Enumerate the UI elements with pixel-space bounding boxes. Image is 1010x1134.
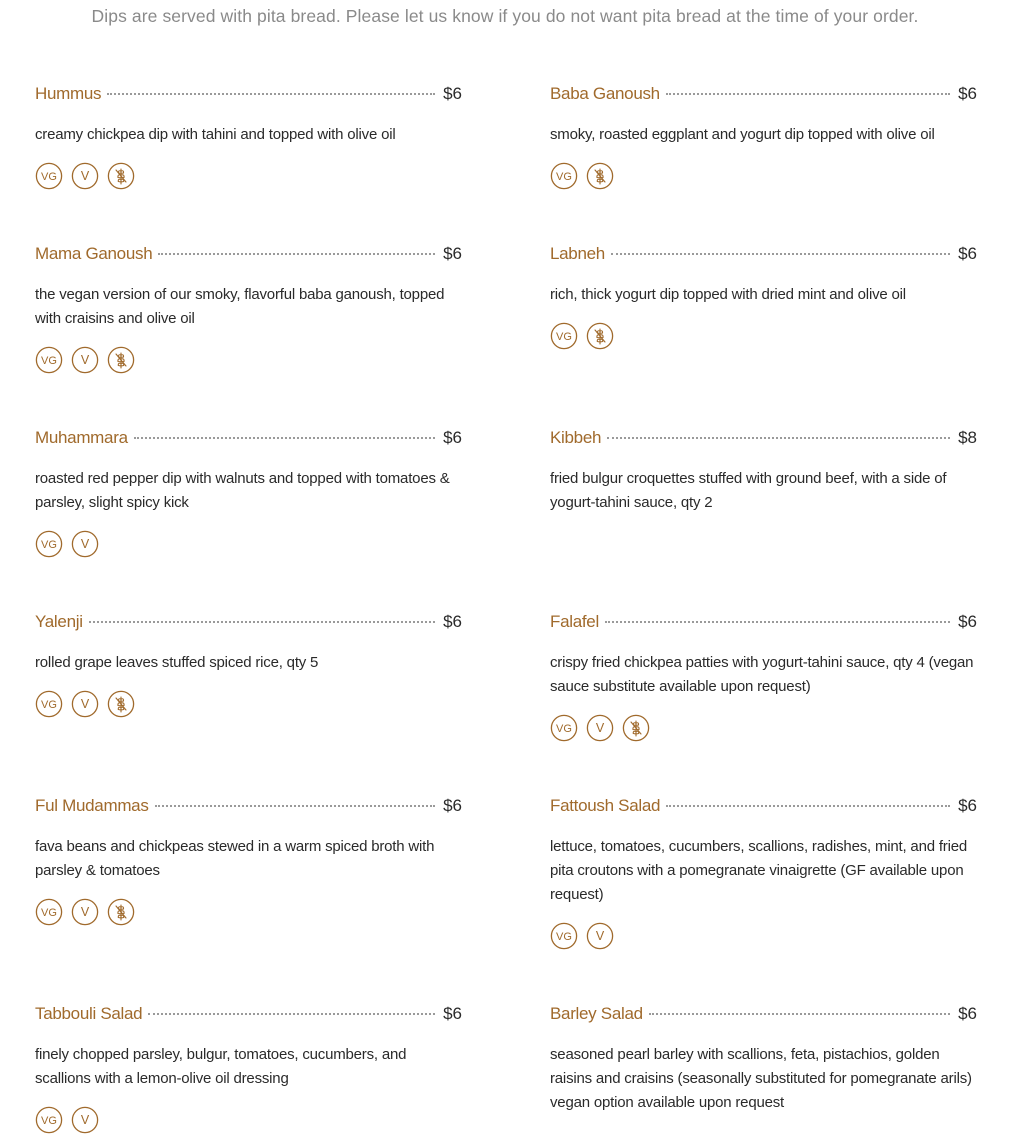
svg-text:V: V — [80, 905, 90, 920]
menu-row — [35, 428, 977, 612]
vegan-icon — [35, 162, 63, 190]
diet-icons — [35, 530, 462, 558]
menu-row — [35, 84, 977, 244]
item-description: smoky, roasted eggplant and yogurt dip topped with olive oil — [550, 126, 935, 143]
vegetarian-icon — [71, 690, 99, 718]
svg-text:VG: VG — [41, 539, 57, 552]
vegetarian-icon — [586, 714, 614, 742]
item-price: $6 — [443, 84, 462, 103]
dot-leader — [134, 437, 435, 439]
svg-text:V: V — [80, 169, 90, 184]
item-description: finely chopped parsley, bulgur, tomatoes, cucumbers, and scallions with a lemon-olive oil dressing — [35, 1046, 407, 1087]
svg-text:V: V — [80, 1113, 90, 1128]
diet-icons — [35, 162, 462, 190]
menu-item-baba-ganoush — [550, 84, 977, 244]
gluten-free-icon — [586, 322, 614, 350]
gluten-free-icon — [586, 162, 614, 190]
item-price: $6 — [958, 1004, 977, 1023]
item-price: $6 — [443, 612, 462, 631]
item-name: Fattoush Salad — [550, 796, 661, 815]
item-name: Labneh — [550, 244, 605, 263]
item-name: Muhammara — [35, 428, 128, 447]
vegetarian-icon — [586, 922, 614, 950]
vegetarian-icon — [71, 1106, 99, 1134]
dot-leader — [605, 621, 950, 623]
dot-leader — [158, 253, 435, 255]
item-description: roasted red pepper dip with walnuts and topped with tomatoes & parsley, slight spicy kick — [35, 470, 450, 511]
menu-row — [35, 612, 977, 796]
gluten-free-icon — [107, 162, 135, 190]
menu-item-hummus — [35, 84, 462, 244]
diet-icons — [35, 898, 462, 926]
menu-item-falafel — [550, 612, 977, 796]
item-description: seasoned pearl barley with scallions, feta, pistachios, golden raisins and craisins (seasonally substituted for pomegranate arils) vegan option available upon request — [550, 1046, 972, 1111]
dot-leader — [148, 1013, 435, 1015]
item-price: $6 — [958, 612, 977, 631]
pita-bread-notice: Dips are served with pita bread. Please let us know if you do not want pita bread at the time of your order. — [91, 6, 919, 26]
menu-item-ful-mudammas — [35, 796, 462, 1004]
item-price: $6 — [443, 428, 462, 447]
item-name: Mama Ganoush — [35, 244, 153, 263]
svg-text:VG: VG — [556, 331, 572, 344]
diet-icons — [550, 162, 977, 190]
gluten-free-icon — [107, 346, 135, 374]
dot-leader — [649, 1013, 950, 1015]
item-name: Falafel — [550, 612, 599, 631]
item-description: creamy chickpea dip with tahini and topped with olive oil — [35, 126, 396, 143]
menu-item-labneh — [550, 244, 977, 428]
menu-row — [35, 1004, 977, 1128]
vegan-icon — [35, 1106, 63, 1134]
vegan-icon — [550, 322, 578, 350]
vegetarian-icon — [71, 530, 99, 558]
dot-leader — [607, 437, 950, 439]
item-price: $6 — [443, 796, 462, 815]
svg-text:VG: VG — [41, 907, 57, 920]
item-description: crispy fried chickpea patties with yogurt-tahini sauce, qty 4 (vegan sauce substitute available upon request) — [550, 654, 974, 695]
menu-grid — [35, 84, 977, 1128]
menu-item-barley-salad — [550, 1004, 977, 1124]
diet-icons — [35, 346, 462, 374]
item-name: Baba Ganoush — [550, 84, 660, 103]
svg-text:V: V — [595, 929, 605, 944]
menu-row — [35, 796, 977, 1004]
diet-icons — [35, 690, 462, 718]
vegan-icon — [35, 346, 63, 374]
item-price: $8 — [958, 428, 977, 447]
diet-icons — [35, 1106, 462, 1134]
menu-item-muhammara — [35, 428, 462, 612]
item-description: the vegan version of our smoky, flavorful baba ganoush, topped with craisins and olive oil — [35, 286, 445, 327]
vegetarian-icon — [71, 162, 99, 190]
menu-row — [35, 244, 977, 428]
item-name: Tabbouli Salad — [35, 1004, 143, 1023]
diet-icons — [550, 322, 977, 350]
menu-item-yalenji — [35, 612, 462, 796]
svg-text:VG: VG — [556, 931, 572, 944]
menu-item-tabbouli-salad — [35, 1004, 462, 1128]
item-price: $6 — [958, 796, 977, 815]
vegan-icon — [550, 922, 578, 950]
item-description: rich, thick yogurt dip topped with dried mint and olive oil — [550, 286, 906, 303]
dot-leader — [611, 253, 950, 255]
diet-icons — [550, 714, 977, 742]
menu-item-fattoush-salad — [550, 796, 977, 1004]
item-price: $6 — [958, 244, 977, 263]
item-name: Ful Mudammas — [35, 796, 149, 815]
gluten-free-icon — [107, 898, 135, 926]
vegan-icon — [35, 530, 63, 558]
vegan-icon — [35, 898, 63, 926]
item-price: $6 — [443, 1004, 462, 1023]
svg-text:V: V — [80, 697, 90, 712]
svg-text:V: V — [80, 353, 90, 368]
svg-text:VG: VG — [41, 171, 57, 184]
item-name: Kibbeh — [550, 428, 602, 447]
diet-icons — [550, 922, 977, 950]
item-description: fava beans and chickpeas stewed in a warm spiced broth with parsley & tomatoes — [35, 838, 435, 879]
menu-item-mama-ganoush — [35, 244, 462, 428]
vegetarian-icon — [71, 346, 99, 374]
svg-text:VG: VG — [556, 723, 572, 736]
svg-text:V: V — [595, 721, 605, 736]
vegan-icon — [550, 714, 578, 742]
item-description: fried bulgur croquettes stuffed with ground beef, with a side of yogurt-tahini sauce, qty 2 — [550, 470, 947, 511]
vegan-icon — [35, 690, 63, 718]
item-name: Barley Salad — [550, 1004, 643, 1023]
item-name: Yalenji — [35, 612, 83, 631]
gluten-free-icon — [107, 690, 135, 718]
svg-text:VG: VG — [556, 171, 572, 184]
svg-text:V: V — [80, 537, 90, 552]
gluten-free-icon — [622, 714, 650, 742]
item-name: Hummus — [35, 84, 102, 103]
dot-leader — [666, 805, 950, 807]
svg-text:VG: VG — [41, 699, 57, 712]
item-description: lettuce, tomatoes, cucumbers, scallions, radishes, mint, and fried pita croutons with a pomegranate vinaigrette (GF available upon request) — [550, 838, 967, 903]
dot-leader — [107, 93, 435, 95]
dot-leader — [89, 621, 435, 623]
dot-leader — [155, 805, 436, 807]
item-description: rolled grape leaves stuffed spiced rice, qty 5 — [35, 654, 319, 671]
svg-text:VG: VG — [41, 1115, 57, 1128]
vegetarian-icon — [71, 898, 99, 926]
vegan-icon — [550, 162, 578, 190]
item-price: $6 — [443, 244, 462, 263]
dot-leader — [666, 93, 950, 95]
svg-text:VG: VG — [41, 355, 57, 368]
item-price: $6 — [958, 84, 977, 103]
menu-item-kibbeh — [550, 428, 977, 612]
